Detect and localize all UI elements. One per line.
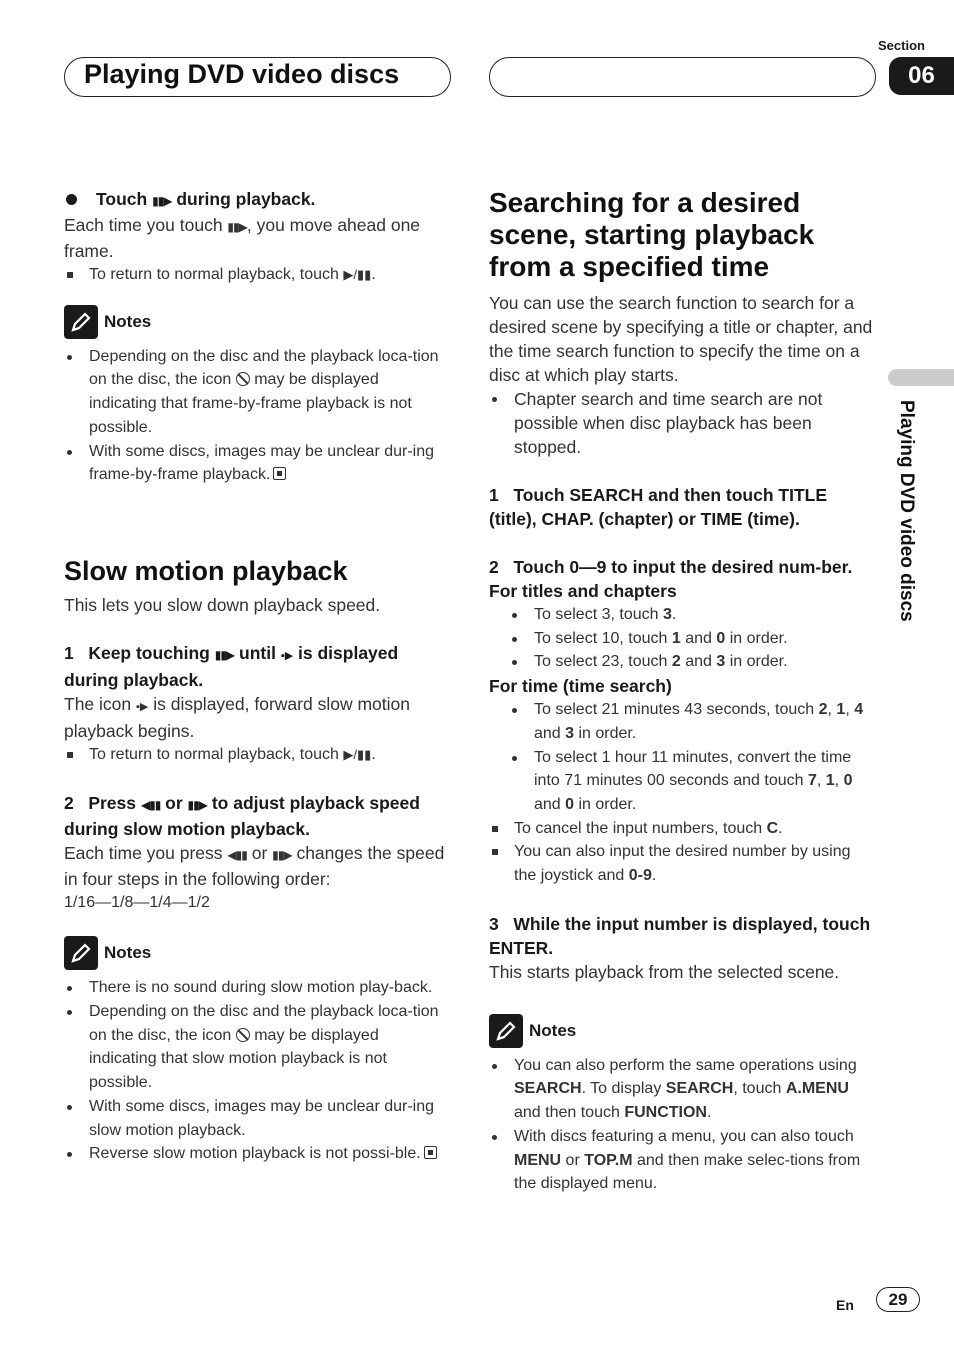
text: , [834, 772, 844, 790]
text: 0 [716, 629, 726, 647]
list-item: Chapter search and time search are not possible when disc playback has been stopped. [489, 387, 877, 459]
text: or [561, 1151, 585, 1169]
left-column [64, 187, 450, 1166]
text: may be displayed indicating that slow motion playback is not possible. [89, 1026, 387, 1092]
text: until [234, 642, 281, 663]
step-heading [489, 555, 877, 579]
section-heading: Slow motion playback [64, 555, 348, 586]
frame-advance-icon: ▮▮▶ [272, 847, 292, 862]
text: changes the speed in four steps in the following order: [64, 842, 445, 889]
list-item: With some discs, images may be unclear dur-ing slow motion playback. [64, 1095, 450, 1142]
text: 2 [818, 701, 828, 719]
step-heading [64, 791, 450, 841]
text: is displayed during playback. [64, 642, 399, 690]
subheading: For titles and chapters [489, 581, 677, 601]
list-item [489, 840, 877, 887]
list-item [509, 650, 877, 674]
text: To select 3, touch [534, 606, 663, 623]
filled-circle-bullet [66, 194, 77, 205]
paragraph: This starts playback from the selected scene. [489, 961, 840, 982]
text: . [371, 745, 376, 763]
text: and then touch [514, 1104, 625, 1122]
text: 1 [489, 485, 499, 505]
list-item [489, 817, 877, 841]
list-item [64, 1142, 450, 1166]
right-column [489, 187, 877, 1196]
text: SEARCH [665, 1080, 734, 1098]
notes-label: Notes [104, 943, 152, 963]
text: or [160, 792, 188, 813]
text: You can also perform the same operations using [514, 1056, 857, 1074]
notes-header [489, 1014, 877, 1048]
text: To select 23, touch [534, 653, 672, 671]
speed-order: 1/16—1/8—1/4—1/2 [64, 893, 210, 911]
side-tab [888, 369, 954, 386]
text: Reverse slow motion playback is not possi-ble. [89, 1145, 421, 1163]
frame-back-icon: ◀▮▮ [227, 847, 247, 862]
list-item [489, 1125, 877, 1196]
list-item [64, 263, 450, 287]
text: 7 [807, 772, 817, 790]
text: Press [88, 792, 141, 813]
text: Each time you touch [64, 215, 228, 235]
footer-lang: En [836, 1297, 854, 1313]
text: . [651, 867, 657, 885]
frame-advance-icon: ▮▮▶ [152, 194, 172, 208]
slow-motion-icon: ▪▶ [135, 700, 149, 713]
header-blank-pill [489, 57, 876, 97]
text: . To display [581, 1080, 666, 1098]
text: . [706, 1104, 712, 1122]
text: Each time you press [64, 842, 228, 863]
notes-label: Notes [529, 1020, 577, 1040]
prohibited-icon [236, 1028, 250, 1042]
list-item [64, 743, 450, 767]
text: in order. [725, 653, 788, 671]
list [489, 387, 877, 459]
list [64, 263, 450, 287]
text: is displayed, forward slow motion playback begins. [64, 693, 410, 741]
text: TOP.M [584, 1151, 633, 1169]
text: or [246, 842, 273, 863]
text: and [534, 795, 566, 813]
paragraph [64, 841, 450, 891]
text: 3 [489, 913, 499, 934]
text: To return to normal playback, touch [89, 745, 344, 763]
text: Depending on the disc and the playback loca-tion on the disc, the icon [89, 1003, 439, 1044]
text: To cancel the input numbers, touch [514, 819, 767, 837]
prohibited-icon [236, 372, 250, 386]
text: Depending on the disc and the playback loca-tion on the disc, the icon [89, 347, 439, 389]
pencil-icon [64, 305, 98, 339]
text: Touch 0—9 to input the desired num-ber. [513, 557, 853, 577]
text: Touch SEARCH and then touch TITLE (title), CHAP. (chapter) or TIME (time). [489, 485, 828, 529]
text: To return to normal playback, touch [89, 266, 344, 283]
text: . [778, 819, 783, 837]
paragraph: This lets you slow down playback speed. [64, 594, 381, 615]
page-header-title: Playing DVD video discs [84, 59, 400, 89]
notes-list [489, 1054, 877, 1196]
text: to adjust playback speed during slow motion playback. [64, 792, 420, 839]
text: , [827, 701, 837, 719]
text: 0 [565, 795, 575, 813]
frame-advance-icon: ▮▮▶ [187, 797, 207, 812]
text: Touch [96, 189, 153, 209]
page-number: 29 [876, 1287, 920, 1312]
notes-label: Notes [104, 311, 152, 331]
paragraph [64, 692, 450, 743]
text: 1 [64, 642, 74, 663]
notes-list [64, 345, 450, 487]
text: . [371, 266, 376, 283]
text: 1 [671, 629, 681, 647]
text: in order. [574, 724, 637, 742]
step-heading [489, 912, 877, 960]
list-item [64, 440, 450, 487]
text: 4 [854, 701, 864, 719]
step-heading [489, 483, 877, 531]
end-mark-icon [273, 467, 286, 480]
text: 0-9 [628, 867, 652, 885]
text: A.MENU [785, 1080, 849, 1098]
text: 3 [716, 653, 726, 671]
list [489, 698, 877, 817]
text: To select 1 hour 11 minutes, convert the time into 71 minutes 00 seconds and touch [534, 748, 852, 790]
notes-header [64, 936, 450, 970]
end-mark-icon [424, 1146, 437, 1159]
list-item [509, 746, 877, 817]
text: in order. [574, 795, 637, 813]
text: and [680, 629, 717, 647]
list-item [489, 1054, 877, 1125]
list-item [64, 345, 450, 440]
text: You can also input the desired number by using the joystick and [514, 843, 851, 885]
text: , you move ahead one frame. [64, 215, 421, 261]
text: 2 [64, 792, 74, 813]
list-item [509, 627, 877, 651]
text: , [845, 701, 855, 719]
slow-motion-icon: ▪▶ [280, 649, 294, 662]
text: . [671, 606, 677, 623]
notes-list [64, 976, 450, 1166]
section-label: Section [878, 38, 925, 53]
text: in order. [725, 629, 788, 647]
text: 0 [843, 772, 853, 790]
paragraph [64, 213, 450, 263]
section-number: 06 [889, 57, 954, 95]
text: 3 [662, 606, 672, 623]
text: FUNCTION [624, 1104, 707, 1122]
text: With discs featuring a menu, you can also touch [514, 1127, 854, 1145]
text: While the input number is displayed, touch ENTER. [489, 913, 871, 958]
text: The icon [64, 693, 136, 714]
text: To select 21 minutes 43 seconds, touch [534, 701, 819, 719]
frame-back-icon: ◀▮▮ [140, 797, 161, 812]
text: , [816, 772, 826, 790]
text: 3 [565, 724, 575, 742]
text: MENU [514, 1151, 562, 1169]
list-item [509, 603, 877, 627]
step-heading [64, 641, 450, 692]
text: C [766, 819, 779, 837]
text: and [534, 724, 566, 742]
list-item [64, 1000, 450, 1095]
text: 2 [489, 557, 499, 577]
section-heading: Searching for a desired scene, starting playback from a specified time [489, 187, 815, 282]
list [489, 603, 877, 674]
notes-header [64, 305, 450, 339]
text: SEARCH [514, 1080, 582, 1098]
text: 1 [825, 772, 835, 790]
text: 1 [836, 701, 846, 719]
text: may be displayed indicating that frame-by-frame playback is not possible. [89, 371, 412, 436]
text: and [680, 653, 717, 671]
side-chapter-label: Playing DVD video discs [896, 400, 917, 622]
frame-advance-icon: ▮▮▶ [214, 647, 235, 662]
frame-bullet [64, 187, 450, 213]
play-pause-icon: ▶/▮▮ [343, 746, 372, 762]
pencil-icon [64, 936, 98, 970]
play-pause-icon: ▶/▮▮ [343, 267, 372, 282]
text: Keep touching [88, 642, 215, 663]
list-item [509, 698, 877, 745]
text: , touch [733, 1080, 786, 1098]
list [64, 743, 450, 767]
text: To select 10, touch [534, 629, 672, 647]
paragraph: You can use the search function to search for a desired scene by specifying a title or chapter, and the time search function to specify the time on a disc at which play starts. [489, 293, 873, 385]
text: and then make selec-tions from the displayed menu. [514, 1151, 861, 1193]
frame-advance-icon: ▮▮▶ [227, 220, 247, 234]
list-item: There is no sound during slow motion play-back. [64, 976, 450, 1000]
text: With some discs, images may be unclear dur-ing frame-by-frame playback. [89, 442, 435, 484]
subheading: For time (time search) [489, 676, 672, 697]
text: during playback. [171, 189, 316, 209]
list [489, 817, 877, 888]
pencil-icon [489, 1014, 523, 1048]
text: 2 [671, 653, 681, 671]
